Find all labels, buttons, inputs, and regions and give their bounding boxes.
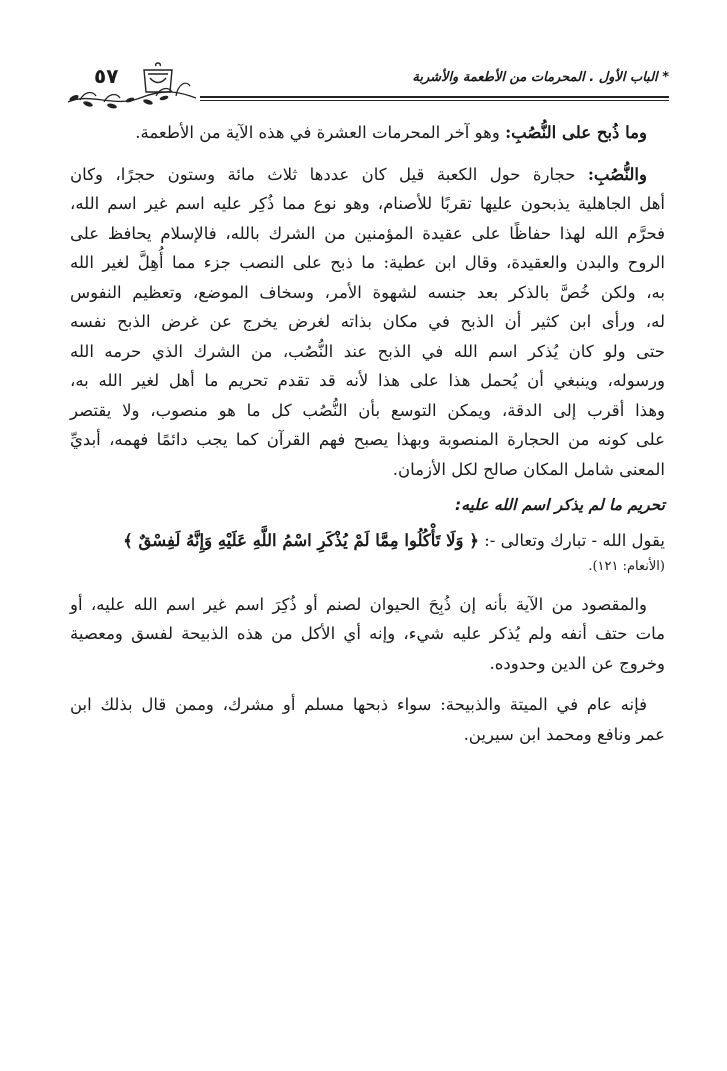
- page-number: ٥٧: [94, 64, 119, 88]
- line-text: حجارة حول الكعبة قيل كان عددها ثلاث مائة وستون حجرًا، وكان: [70, 164, 588, 184]
- paragraph-line: مات حتف أنفه ولم يُذكر عليه شيء، وإنه أي الأكل من هذه الذبيحة لفسق ومعصية: [70, 624, 665, 643]
- line-text: وهو آخر المحرمات العشرة في هذه الآية من الأطعمة.: [135, 123, 506, 142]
- paragraph-line: به، ولكن خُصَّ بالذكر بعد جنسه لشهوة الأمر، وسخاف الموضع، وتعظيم النفوس: [70, 282, 665, 302]
- paragraph-line: فإنه عام في الميتة والذبيحة: سواء ذبحها مسلم أو مشرك، وممن قال بذلك ابن: [70, 695, 647, 714]
- paragraph-line: [70, 118, 665, 148]
- line-text: يقول الله - تبارك وتعالى -:: [478, 531, 665, 550]
- header-rule: [200, 96, 669, 98]
- header-rule-thin: [200, 100, 669, 101]
- paragraph-line: والمقصود من الآية بأنه إن ذُبِحَ الحيوان لصنم أو ذُكِرَ اسم غير اسم الله عليه، أو: [70, 594, 647, 614]
- term-lead: وما ذُبح على النُّصُبِ:: [505, 123, 647, 142]
- quran-verse: ﴿ وَلَا تَأْكُلُوا مِمَّا لَمْ يُذْكَرِ اسْمُ اللَّهِ عَلَيْهِ وَإِنَّهُ لَفِسْقٌ ﴾: [123, 531, 479, 550]
- paragraph-line: ورسوله، وينبغي أن يُحمل هذا على هذا لأنه قد تقدم تحريم ما أهل لغير الله به،: [70, 371, 665, 390]
- paragraph-line: على كونه من الحجارة المنصوبة وبهذا يصبح فهم القرآن كما يجب دائمًا فهمه، أبديِّ: [70, 430, 665, 449]
- paragraph-line: المعنى شامل المكان صالح لكل الأزمان.: [392, 459, 665, 479]
- paragraph-line: وهذا أقرب إلى الدقة، ويمكن التوسع بأن النُّصُب كل ما هو منصوب، ولا يقتصر: [70, 400, 665, 420]
- floral-ornament-icon: [60, 62, 200, 114]
- paragraph-line: أهل الجاهلية يذبحون عليها تقربًا للأصنام، وهو نوع مما ذُكِر عليه اسم غير اسم الله،: [70, 194, 665, 213]
- paragraph-line: [70, 160, 665, 190]
- paragraph-line: وخروج عن الدين وحدوده.: [489, 653, 665, 673]
- body-text: [70, 118, 665, 749]
- page-header: [60, 62, 669, 114]
- paragraph-line: حتى ولو كان يُذكر اسم الله في الذبح عند النُّصُب، من الشرك الذي حرمه الله: [70, 341, 665, 361]
- paragraph-line: له، ورأى ابن كثير أن الذبح في مكان بذاته لغرض يخرج عن غرض الذبح نفسه: [70, 312, 665, 331]
- term-lead: والنُّصُبِ:: [587, 164, 647, 184]
- paragraph-line: [70, 526, 665, 556]
- section-heading: تحريم ما لم يذكر اسم الله عليه:: [455, 496, 665, 514]
- paragraph-line: عمر ونافع ومحمد ابن سيرين.: [463, 724, 665, 744]
- paragraph-line: الروح والبدن والعقيدة، وقال ابن عطية: ما ذبح على النصب جزء مما أُهِلَّ لغير الله: [70, 253, 665, 272]
- paragraph-line: فحرَّم الله لهذا حفاظًا على عقيدة المؤمنين من الشرك بالله، فالإسلام يحافظ على: [70, 223, 665, 243]
- running-head: * الباب الأول . المحرمات من الأطعمة والأشربة: [412, 70, 669, 85]
- verse-citation: (الأنعام: ١٢١).: [588, 558, 665, 574]
